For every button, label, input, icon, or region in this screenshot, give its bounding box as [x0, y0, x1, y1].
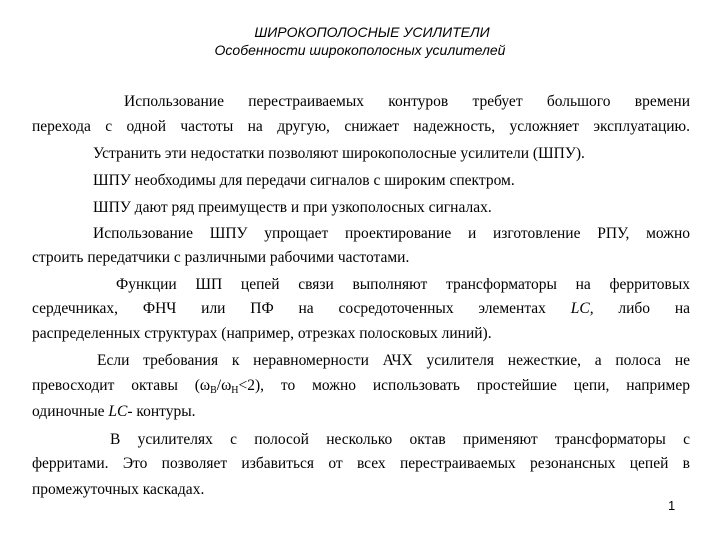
text-line: ШПУ необходимы для передачи сигналов с широким спектром. — [93, 172, 515, 189]
text-line: ШПУ дают ряд преимуществ и при узкополосных сигналах. — [93, 199, 492, 216]
text-line: строить передатчики с различными рабочими частотами. — [32, 249, 410, 266]
text-line: Использование перестраиваемых контуров требует большого времени — [124, 93, 690, 110]
text-line: Если требования к неравномерности АЧХ усилителя нежесткие, а полоса не — [97, 352, 690, 369]
text-line: распределенных структурах (например, отрезках полосковых линий). — [32, 325, 492, 342]
text-line: В усилителях с полосой несколько октав применяют трансформаторы с — [110, 431, 690, 448]
page-subtitle: Особенности широкополосных усилителей — [214, 42, 506, 58]
text-line: Использование ШПУ упрощает проектирование и изготовление РПУ, можно — [93, 225, 690, 242]
text-line: перехода с одной частоты на другую, снижает надежность, усложняет эксплуатацию. — [32, 118, 690, 135]
text-line: одиночные LC- контуры. — [32, 403, 196, 420]
text-line: ферритами. Это позволяет избавиться от всех перестраиваемых резонансных цепей в — [32, 455, 690, 472]
page-number: 1 — [668, 498, 676, 513]
text-line: промежуточных каскадах. — [32, 481, 205, 498]
text-line: сердечниках, ФНЧ или ПФ на сосредоточенных элементах LC, либо на — [32, 300, 691, 317]
text-line: Функции ШП цепей связи выполняют трансформаторы на ферритовых — [116, 276, 690, 293]
text-line: Устранить эти недостатки позволяют широкополосные усилители (ШПУ). — [93, 145, 585, 162]
text-line: превосходит октавы (ωВ/ωН<2), то можно использовать простейшие цепи, например — [32, 377, 690, 396]
page-title: ШИРОКОПОЛОСНЫЕ УСИЛИТЕЛИ — [254, 24, 490, 40]
